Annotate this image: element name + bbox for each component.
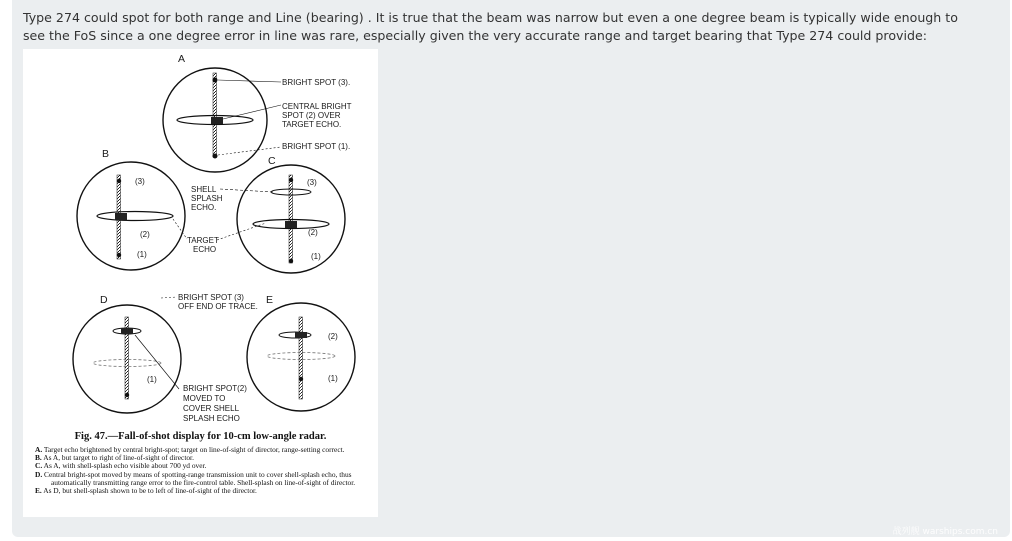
mark-e2: (2)	[328, 332, 338, 341]
leader-a1	[218, 147, 281, 155]
site-watermark: 战列舰 warships.com.cn	[892, 527, 998, 537]
mark-c2: (2)	[308, 228, 318, 237]
panel-letter-d: D	[100, 294, 108, 306]
figure-caption	[23, 430, 378, 495]
mark-e1: (1)	[328, 374, 338, 383]
caption-title: Fig. 47.—Fall-of-shot display for 10-cm low-angle radar.	[74, 431, 327, 442]
spot-e1	[299, 377, 303, 381]
leader-off	[161, 297, 177, 298]
mark-c1: (1)	[311, 252, 321, 261]
label-target-2: ECHO	[193, 245, 217, 254]
mark-b2: (2)	[140, 230, 150, 239]
label-moved-4: SPLASH ECHO	[183, 414, 240, 423]
caption-key-d: D.	[35, 469, 43, 479]
spot-b1	[117, 253, 121, 257]
trace-e	[299, 317, 303, 399]
forum-post	[12, 0, 1010, 537]
caption-list	[23, 446, 378, 495]
target-echo-b	[97, 212, 173, 221]
panel-letter-e: E	[266, 294, 274, 306]
mark-b3: (3)	[135, 177, 145, 186]
caption-text-b: As A, but target to right of line-of-sight of director.	[43, 453, 194, 463]
label-moved-3: COVER SHELL	[183, 404, 240, 413]
fall-of-shot-diagram	[23, 49, 378, 429]
label-shell-1: SHELL	[191, 185, 217, 194]
bright-spot-3-a	[213, 78, 218, 83]
panel-a	[163, 53, 352, 172]
post-body-text: Type 274 could spot for both range and Line (bearing) . It is true that the beam was narrow but even a one degree beam is typically wide enough to see the FoS since a one degree error in line was rare, especially given the very accurate range and target bearing that Type 274 could provide:	[23, 10, 958, 43]
label-central-2: SPOT (2) OVER	[282, 111, 341, 120]
label-bright-spot-1: BRIGHT SPOT (1).	[282, 142, 351, 151]
label-off-2: OFF END OF TRACE.	[178, 302, 258, 311]
panel-letter-b: B	[102, 148, 110, 160]
bright-spot-1-a	[213, 154, 218, 159]
caption-key-a: A.	[35, 445, 43, 454]
panel-e	[247, 294, 355, 411]
mark-c3: (3)	[307, 178, 317, 187]
central-bright-spot-b	[115, 213, 127, 220]
caption-key-c: C.	[35, 461, 43, 471]
mark-b1: (1)	[137, 250, 147, 259]
caption-key-b: B.	[35, 453, 42, 463]
caption-item-e	[23, 487, 378, 495]
caption-text-c: As A, with shell-splash echo visible about 700 yd over.	[43, 461, 207, 471]
label-target-1: TARGET	[187, 236, 219, 245]
caption-text-a: Target echo brightened by central bright-spot; target on line-of-sight of director, range-setting correct.	[43, 445, 345, 454]
moved-bright-spot-e	[295, 332, 307, 338]
label-moved-2: MOVED TO	[183, 394, 226, 403]
caption-key-e: E.	[35, 486, 42, 496]
panel-letter-c: C	[268, 155, 276, 167]
shared-labels-bc	[173, 185, 273, 254]
caption-item-d	[23, 471, 378, 487]
leader-a2	[223, 105, 281, 119]
radar-figure-image	[23, 49, 378, 517]
spot-d1	[125, 393, 129, 397]
spot-c3	[289, 178, 293, 182]
panel-d	[73, 293, 258, 423]
label-off-1: BRIGHT SPOT (3)	[178, 293, 244, 302]
leader-moved	[135, 335, 179, 389]
label-central-3: TARGET ECHO.	[282, 120, 342, 129]
panel-c	[237, 155, 345, 273]
spot-c1	[289, 259, 293, 263]
caption-text-e: As D, but shell-splash shown to be to left of line-of-sight of the director.	[43, 486, 257, 496]
panel-letter-a: A	[178, 53, 186, 65]
label-bright-spot-3: BRIGHT SPOT (3).	[282, 78, 351, 87]
moved-bright-spot-d	[121, 328, 133, 334]
central-bright-spot-c	[285, 221, 297, 228]
label-shell-3: ECHO.	[191, 203, 217, 212]
label-central-1: CENTRAL BRIGHT	[282, 102, 352, 111]
caption-text-d: Central bright-spot moved by means of spotting-range transmission unit to cover shell-splash echo, thus automatically transmitting range error to the fire-control table. Shell-splash on line-of-sight of director.	[44, 469, 356, 487]
scope-b-circle	[77, 162, 185, 270]
leader-target-c	[217, 223, 266, 240]
label-shell-2: SPLASH	[191, 194, 223, 203]
mark-d1: (1)	[147, 375, 157, 384]
central-bright-spot-a	[211, 117, 223, 124]
panel-b	[77, 148, 185, 270]
label-moved-1: BRIGHT SPOT(2)	[183, 384, 247, 393]
spot-b3	[117, 179, 121, 183]
